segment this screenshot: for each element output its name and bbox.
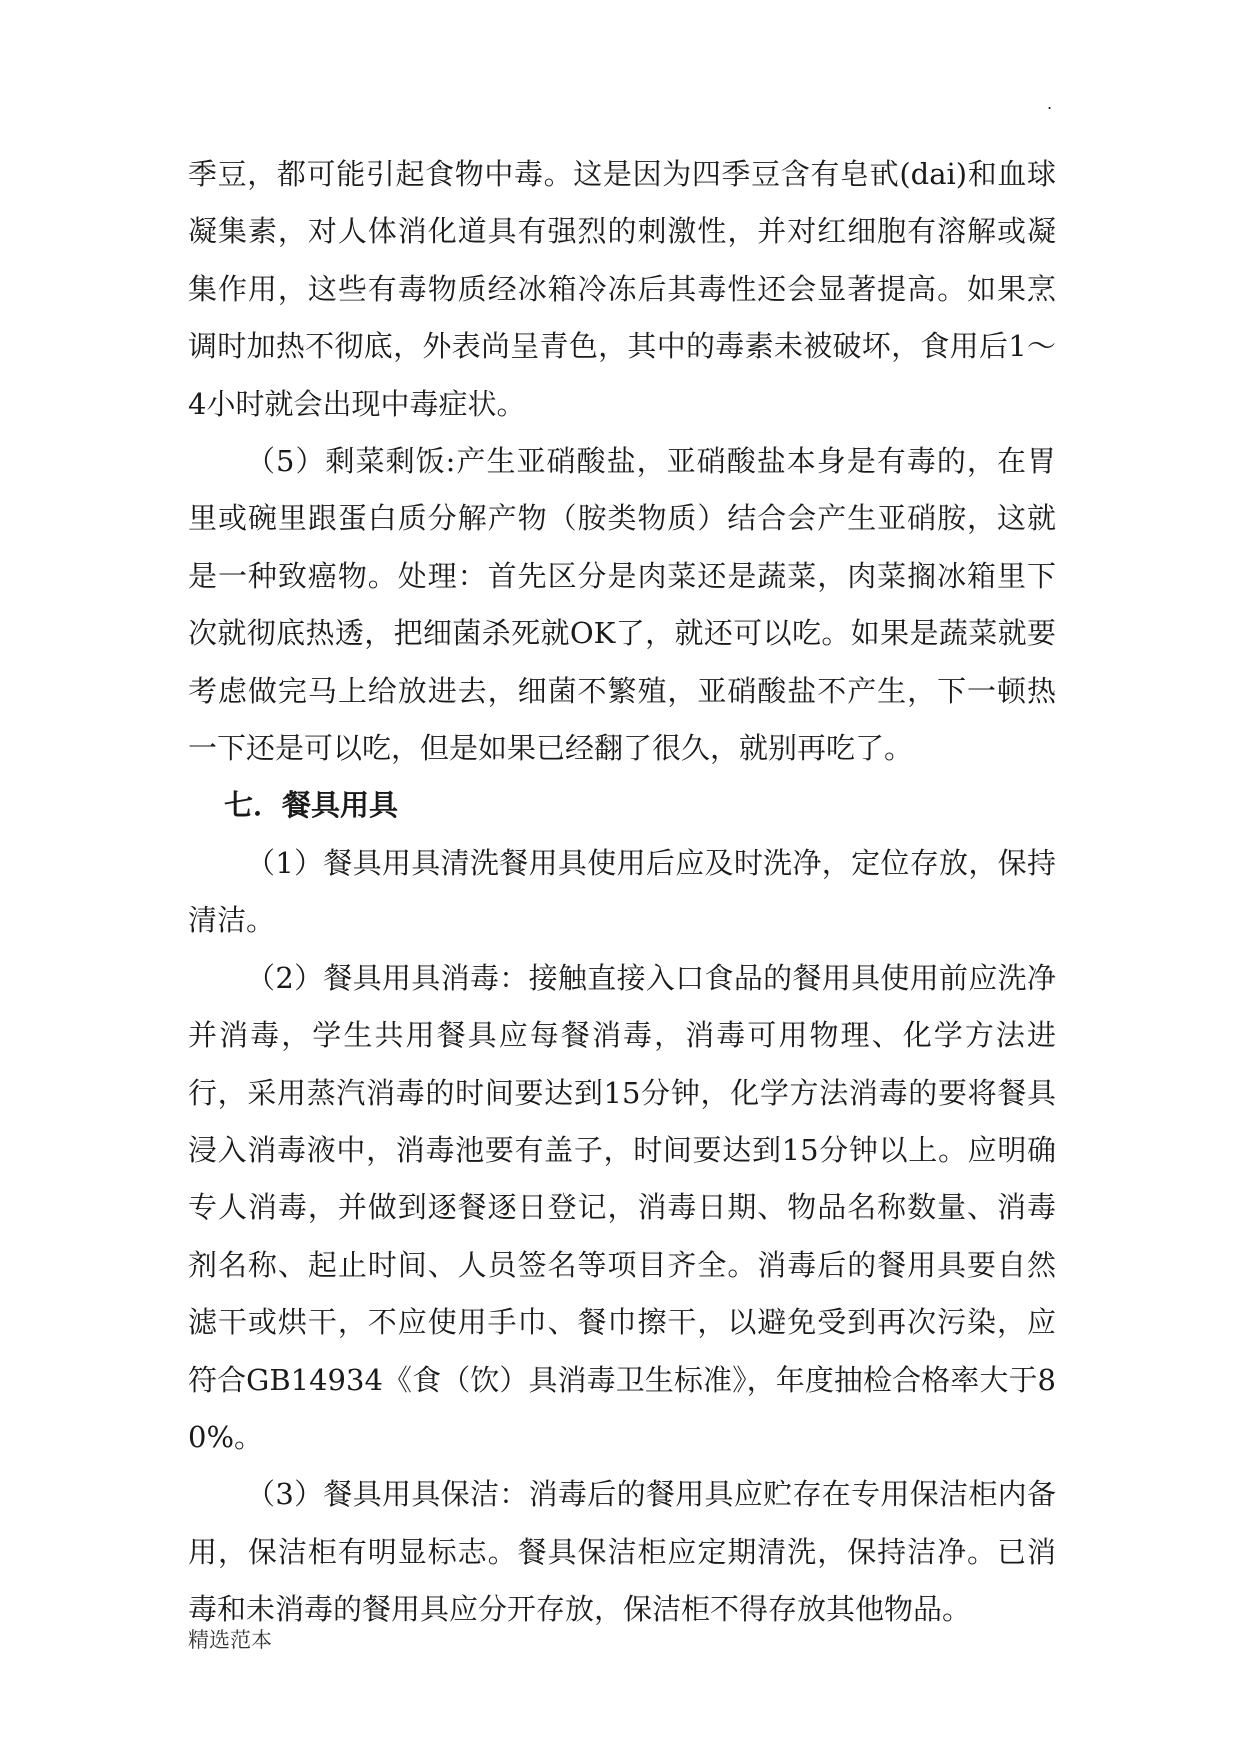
page-footer: 精选范本 [188, 1628, 272, 1652]
document-body [188, 146, 1056, 1639]
paragraph-tableware-cleaning: （1）餐具用具清洗餐用具使用后应及时洗净，定位存放，保持清洁。 [188, 845, 1056, 938]
paragraph-green-beans: 季豆，都可能引起食物中毒。这是因为四季豆含有皂甙(dai)和血球凝集素，对人体消化道具有强烈的刺激性，并对红细胞有溶解或凝集作用，这些有毒物质经冰箱冷冻后其毒性还会显著提高。如果烹调时加热不彻底，外表尚呈青色，其中的毒素未被破坏，食用后1～4小时就会出现中毒症状。 [188, 157, 1056, 421]
paragraph-tableware-disinfection: （2）餐具用具消毒：接触直接入口食品的餐用具使用前应洗净并消毒，学生共用餐具应每餐消毒，消毒可用物理、化学方法进行，采用蒸汽消毒的时间要达到15分钟，化学方法消毒的要将餐具浸入消毒液中，消毒池要有盖子，时间要达到15分钟以上。应明确专人消毒，并做到逐餐逐日登记，消毒日期、物品名称数量、消毒剂名称、起止时间、人员签名等项目齐全。消毒后的餐用具要自然滤干或烘干，不应使用手巾、餐巾擦干，以避免受到再次污染，应符合GB14934《食（饮）具消毒卫生标准》，年度抽检合格率大于80%。 [188, 960, 1056, 1454]
section-heading-tableware: 七．餐具用具 [224, 788, 399, 823]
paragraph-tableware-storage: （3）餐具用具保洁：消毒后的餐用具应贮存在专用保洁柜内备用，保洁柜有明显标志。餐具保洁柜应定期清洗，保持洁净。已消毒和未消毒的餐用具应分开存放，保洁柜不得存放其他物品。 [188, 1477, 1056, 1627]
header-mark: . [1047, 94, 1053, 113]
paragraph-leftovers: （5）剩菜剩饭:产生亚硝酸盐，亚硝酸盐本身是有毒的，在胃里或碗里跟蛋白质分解产物（胺类物质）结合会产生亚硝胺，这就是一种致癌物。处理：首先区分是肉菜还是蔬菜，肉菜搁冰箱里下次就彻底热透，把细菌杀死就OK了，就还可以吃。如果是蔬菜就要考虑做完马上给放进去，细菌不繁殖，亚硝酸盐不产生，下一顿热一下还是可以吃，但是如果已经翻了很久，就别再吃了。 [188, 444, 1056, 766]
